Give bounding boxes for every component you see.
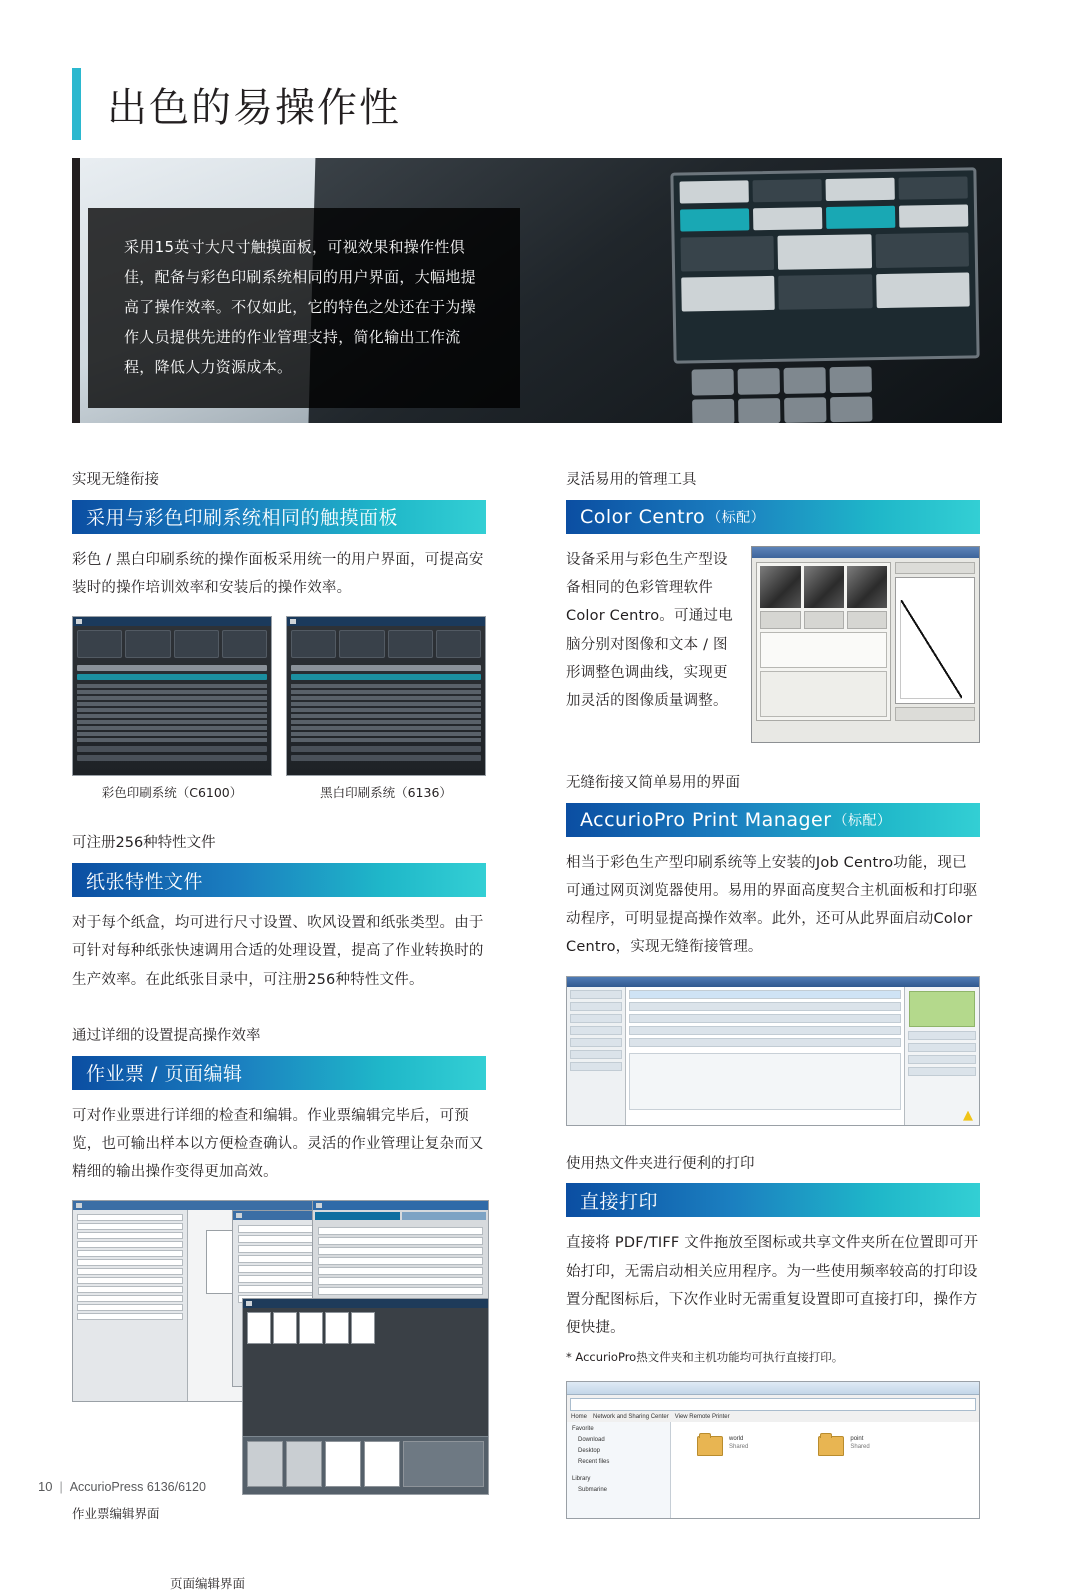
key (784, 397, 826, 423)
folder-item[interactable] (818, 1436, 869, 1456)
page-thumbnail (325, 1312, 349, 1344)
section-note: * AccurioPro热文件夹和主机功能均可执行直接打印。 (566, 1350, 844, 1365)
breadcrumb[interactable] (567, 1414, 979, 1422)
section-heading-band (72, 1056, 486, 1090)
page-title: 出色的易操作性 (107, 84, 401, 131)
row (77, 696, 267, 700)
nav-item[interactable]: Download (578, 1436, 605, 1443)
panel-cell (680, 180, 749, 203)
row (77, 732, 267, 736)
page-editor-toolbar (243, 1436, 488, 1494)
row (291, 690, 481, 694)
tile (388, 630, 433, 658)
row (77, 702, 267, 706)
section-print-manager (566, 773, 980, 1126)
field (77, 1286, 183, 1293)
nav-item[interactable]: Library (572, 1475, 591, 1482)
toolbar-item[interactable] (325, 1441, 361, 1487)
job-row[interactable] (629, 1026, 901, 1035)
page-thumbnail (351, 1312, 375, 1344)
panel-row (680, 232, 969, 271)
section-body: 可对作业票进行详细的检查和编辑。作业票编辑完毕后，可预览，也可输出样本以方便检查确认。灵活的作业管理让复杂而又精细的输出操作变得更加高效。 (72, 1107, 484, 1181)
parameter-table (760, 671, 887, 717)
tile (77, 630, 122, 658)
tile (125, 630, 170, 658)
section-touch-panel (72, 470, 486, 801)
panel-cell (753, 207, 822, 230)
section-body: 对于每个纸盒，均可进行尺寸设置、吹风设置和纸张类型。由于可针对每种纸张快速调用合适的处理设置，提高了作业转换时的生产效率。在此纸张目录中，可注册256种特性文件。 (72, 915, 484, 988)
strip (291, 674, 481, 680)
footer-model: AccurioPress 6136/6120 (69, 1479, 206, 1494)
panel-row (680, 177, 968, 204)
property-row (908, 1055, 976, 1064)
field (77, 1295, 183, 1302)
job-ticket-figures (69, 1200, 486, 1500)
title-accent-bar (72, 68, 81, 140)
strip (77, 665, 267, 671)
panel-cell (876, 272, 970, 308)
section-heading-band (72, 500, 486, 534)
job-row[interactable] (629, 1038, 901, 1047)
hero-left-bar (72, 158, 80, 423)
breadcrumb-item[interactable]: View Remote Printer (674, 1413, 730, 1420)
curve-toolbar (895, 562, 975, 574)
nav-item[interactable]: Submarine (578, 1486, 608, 1493)
field (318, 1247, 483, 1255)
image-thumbnail (847, 566, 887, 608)
field (318, 1257, 483, 1265)
navigation-pane[interactable] (567, 987, 626, 1125)
panel-cell (680, 208, 749, 231)
screenshot-color-panel (72, 616, 272, 776)
key (784, 367, 826, 393)
screenshot-color-centro (751, 546, 980, 743)
right-column (566, 470, 980, 1519)
job-row[interactable] (629, 1002, 901, 1011)
job-row[interactable] (629, 1014, 901, 1023)
figure-color-press (72, 616, 272, 801)
row (291, 720, 481, 724)
section-kicker: 灵活易用的管理工具 (566, 472, 697, 488)
nav-item[interactable] (570, 1062, 622, 1071)
curve-controls (895, 707, 975, 721)
section-heading-band (72, 863, 486, 897)
row (77, 690, 267, 694)
section-heading-text: 直接打印 (580, 1190, 659, 1213)
explorer-nav-pane[interactable] (567, 1422, 671, 1519)
folder-item[interactable] (697, 1436, 748, 1456)
row (291, 696, 481, 700)
explorer-content-pane[interactable] (671, 1422, 979, 1519)
section-kicker: 实现无缝衔接 (72, 472, 159, 488)
folder-meta: Shared (850, 1443, 870, 1450)
curve-panel (895, 562, 975, 721)
row (291, 708, 481, 712)
tab[interactable] (402, 1212, 487, 1220)
field (77, 1241, 183, 1248)
section-body: 直接将 PDF/TIFF 文件拖放至图标或共享文件夹所在位置即可开始打印，无需启动相关应用程序。为一些使用频率较高的打印设置分配图标后，下次作业时无需重复设置即可直接打印，操作方便快捷。 (566, 1235, 979, 1337)
field (77, 1313, 183, 1320)
row (291, 714, 481, 718)
section-kicker: 使用热文件夹进行便利的打印 (566, 1155, 755, 1172)
left-column (69, 470, 486, 1592)
row-list (291, 684, 481, 742)
tab[interactable] (315, 1212, 400, 1220)
property-row (908, 1067, 976, 1076)
section-heading-band (566, 500, 980, 534)
row (77, 714, 267, 718)
window-body (567, 987, 979, 1125)
row (291, 726, 481, 730)
field (77, 1259, 183, 1266)
toolbar-item[interactable] (403, 1441, 484, 1487)
property-row (908, 1031, 976, 1040)
window-titlebar (752, 547, 979, 558)
figure-bw-press (286, 616, 486, 801)
section-color-centro (566, 470, 980, 743)
folder-name: world (729, 1435, 744, 1442)
thumb-row (760, 566, 887, 608)
tile (222, 630, 267, 658)
row (77, 720, 267, 724)
screenshot-page-editor (242, 1298, 489, 1495)
page-thumbnail (273, 1312, 297, 1344)
hero-image (72, 158, 1002, 423)
image-thumbnail (760, 566, 800, 608)
strip (77, 746, 267, 752)
property-row (908, 1043, 976, 1052)
breadcrumb-item[interactable]: Home (571, 1413, 588, 1420)
swatch (760, 611, 800, 629)
nav-item[interactable] (570, 1050, 622, 1059)
section-heading-band (566, 803, 980, 837)
toolbar-item[interactable] (364, 1441, 400, 1487)
section-kicker: 无缝衔接又简单易用的界面 (566, 774, 740, 791)
panel-row (680, 204, 968, 231)
field (318, 1277, 483, 1285)
panel-cell (825, 178, 894, 201)
image-panel (756, 562, 891, 721)
toolbar-item[interactable] (286, 1441, 322, 1487)
page-thumbnail (247, 1312, 271, 1344)
panel-cell (899, 204, 968, 227)
key (738, 368, 780, 394)
settings-body (313, 1222, 488, 1300)
nav-item[interactable]: Desktop (578, 1447, 601, 1454)
field (318, 1227, 483, 1235)
window-body (752, 558, 979, 725)
key (830, 396, 872, 422)
figure-caption: 彩色印刷系统（C6100） (101, 785, 243, 801)
section-kicker: 通过详细的设置提高操作效率 (72, 1027, 261, 1044)
swatch-row (760, 611, 887, 629)
tab-row (313, 1210, 488, 1222)
toolbar-item[interactable] (247, 1441, 283, 1487)
panel-cell (681, 276, 775, 312)
screenshot-bw-panel (286, 616, 486, 776)
row (77, 726, 267, 730)
panel-cell (779, 274, 873, 310)
section-body: 彩色 / 黑白印刷系统的操作面板采用统一的用户界面，可提高安装时的操作培训效率和安装后的操作效率。 (72, 551, 484, 597)
section-heading-band (566, 1183, 980, 1217)
tile (174, 630, 219, 658)
row (77, 708, 267, 712)
editor-left-pane (73, 1210, 188, 1401)
panel-comparison-figures (72, 616, 486, 801)
screenshot-print-manager (566, 976, 980, 1126)
strip (77, 674, 267, 680)
hardware-keypad (692, 366, 873, 423)
section-paper-profile (72, 833, 486, 994)
panel-cell (826, 206, 895, 229)
tile (436, 630, 481, 658)
color-centro-block (566, 546, 980, 743)
panel-cell (898, 177, 967, 200)
key (692, 369, 734, 395)
job-detail-area (629, 1053, 901, 1110)
value-table (760, 632, 887, 668)
field (77, 1214, 183, 1221)
section-heading-text: 采用与彩色印刷系统相同的触摸面板 (86, 507, 399, 530)
panel-cell (875, 232, 969, 268)
job-row[interactable] (629, 990, 901, 999)
screenshot-titlebar (243, 1299, 488, 1308)
row (291, 732, 481, 736)
explorer-body (567, 1422, 979, 1519)
field (77, 1232, 183, 1239)
nav-item[interactable] (570, 1026, 622, 1035)
screenshot-titlebar (287, 617, 485, 626)
tone-curve (895, 577, 975, 704)
address-bar[interactable] (570, 1398, 976, 1411)
panel-cell (680, 236, 774, 272)
figure-caption-job-ticket: 作业票编辑界面 (72, 1506, 160, 1522)
folder-icon (697, 1436, 723, 1456)
swatch (847, 611, 887, 629)
nav-item[interactable] (570, 990, 622, 999)
field (77, 1223, 183, 1230)
folder-name: point (850, 1435, 864, 1442)
key (738, 398, 780, 423)
figure-caption: 黑白印刷系统（6136） (320, 785, 452, 801)
preview-pane (904, 987, 979, 1125)
folder-icon (818, 1436, 844, 1456)
section-kicker: 可注册256种特性文件 (72, 835, 216, 852)
page-thumb-row (243, 1308, 488, 1348)
explorer-toolbar (567, 1382, 979, 1395)
strip (291, 746, 481, 752)
panel-row (681, 272, 970, 311)
breadcrumb-item[interactable]: Network and Sharing Center (593, 1413, 669, 1420)
section-body: 相当于彩色生产型印刷系统等上安装的Job Centro功能，现已可通过网页浏览器使用。易用的界面高度契合主机面板和打印驱动程序，可明显提高操作效率。此外，还可从此界面启动Color Centro，实现无缝衔接管理。 (566, 854, 978, 956)
strip (77, 755, 267, 761)
field (318, 1267, 483, 1275)
field (77, 1277, 183, 1284)
tile-row (73, 626, 271, 662)
page-footer (38, 1479, 206, 1494)
strip (291, 665, 481, 671)
window-titlebar (567, 977, 979, 987)
section-job-ticket (69, 1026, 486, 1592)
section-heading-text: 纸张特性文件 (86, 870, 204, 893)
tile (339, 630, 384, 658)
screenshot-titlebar (313, 1201, 488, 1210)
screenshot-titlebar (73, 617, 271, 626)
key (692, 398, 734, 423)
row (291, 702, 481, 706)
key (830, 366, 872, 392)
page-number: 10 (38, 1479, 53, 1494)
field (318, 1237, 483, 1245)
section-body: 设备采用与彩色生产型设备相同的色彩管理软件 Color Centro。可通过电脑分别对图像和文本 / 图形调整色调曲线，实现更加灵活的图像质量调整。 (566, 551, 733, 710)
section-heading-sub: （标配） (833, 812, 892, 829)
panel-cell (778, 234, 872, 270)
folder-meta: Shared (729, 1443, 749, 1450)
row (291, 684, 481, 688)
row (77, 684, 267, 688)
tile-row (287, 626, 485, 662)
page-thumbnail (299, 1312, 323, 1344)
field (77, 1304, 183, 1311)
field (77, 1268, 183, 1275)
nav-item[interactable] (570, 1002, 622, 1011)
section-heading-text: AccurioPro Print Manager (580, 808, 832, 831)
screenshot-hot-folder-explorer (566, 1381, 980, 1519)
job-list-pane[interactable] (626, 987, 904, 1125)
row (291, 738, 481, 742)
swatch (804, 611, 844, 629)
row (77, 738, 267, 742)
section-heading-text: 作业票 / 页面编辑 (86, 1063, 243, 1086)
nav-item[interactable] (570, 1014, 622, 1023)
section-heading-sub: （标配） (707, 509, 766, 526)
figure-caption-page-edit: 页面编辑界面 (170, 1576, 246, 1592)
image-thumbnail (804, 566, 844, 608)
nav-item[interactable] (570, 1038, 622, 1047)
section-heading-text: Color Centro (580, 505, 706, 528)
row-list (77, 684, 267, 742)
section-direct-print (566, 1154, 980, 1519)
footer-separator: | (59, 1479, 63, 1494)
page-header (72, 68, 401, 140)
field (318, 1287, 483, 1295)
tile (291, 630, 336, 658)
panel-cell (753, 179, 822, 202)
hero-caption: 采用15英寸大尺寸触摸面板，可视效果和操作性俱佳，配备与彩色印刷系统相同的用户界面，大幅地提高了操作效率。不仅如此，它的特色之处还在于为操作人员提供先进的作业管理支持，简化输出工作流程，降低人力资源成本。 (88, 208, 520, 408)
touch-panel-mock (670, 167, 979, 363)
nav-item[interactable]: Favorite (572, 1425, 594, 1432)
field (77, 1250, 183, 1257)
preview-thumbnail (909, 991, 975, 1027)
nav-item[interactable]: Recent files (578, 1458, 610, 1465)
strip (291, 755, 481, 761)
